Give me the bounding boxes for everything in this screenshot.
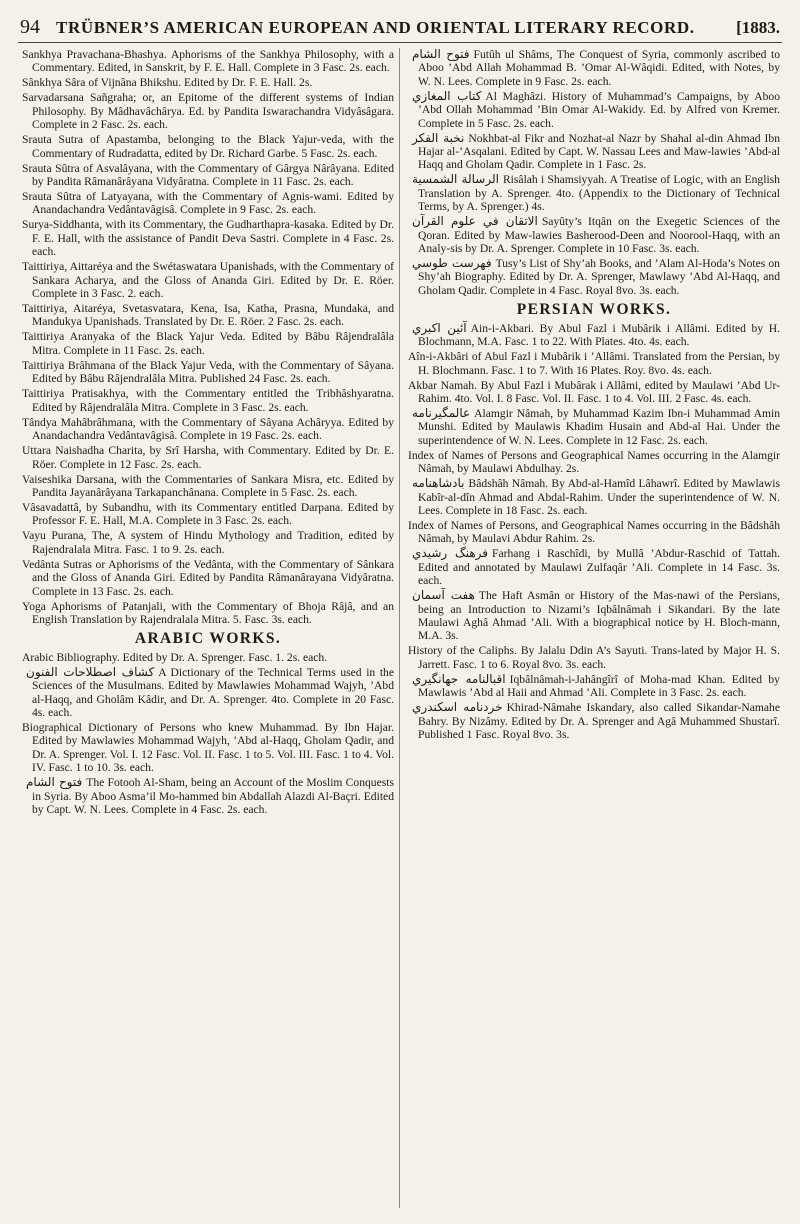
entry-text: The Haft Asmân or History of the Mas-nawi of the Persians, being an Introduction to Nizami’s Iqbâlnâmah i Sikandari. By the late Maulawi Aghâ Ahmad ’Ali. With a biographical notice by H. Bloch-mann, M.A. 3s. xyxy=(418,589,780,643)
catalogue-entry: Vâsavadattâ, by Subandhu, with its Commentary entitled Darpana. Edited by Professor F. E. Hall, M.A. Complete in 3 Fasc. 2s. each. xyxy=(22,500,394,528)
catalogue-entry xyxy=(408,322,780,349)
catalogue-entry xyxy=(408,407,780,447)
catalogue-entry xyxy=(408,132,780,172)
entry-text: Tusy’s List of Shy’ah Books, and ’Alam Al-Hoda’s Notes on Shy’ah Biography. Edited by Dr. A. Sprenger, Mawlawy ’Abd Al-Haqq, and Gholam Qadir. Complete in 4 Fasc. Royal 8vo. 3s. each. xyxy=(418,257,780,297)
entry-text: Sayûty’s Itqân on the Exegetic Sciences of the Qoran. Edited by Maw-lawies Basherood-Deen and Noorool-Haqq, with an Analy-sis by Dr. A. Sprenger. Complete in 10 Fasc. 3s. each. xyxy=(418,215,780,256)
persian-works-heading: PERSIAN WORKS. xyxy=(516,301,672,319)
catalogue-entry xyxy=(408,90,780,130)
catalogue-entry: Taittiriya Pratisakhya, with the Commentary entitled the Tribhâshyaratna. Edited by Râjendralâla Mitra. Complete in 3 Fasc. 2s. each. xyxy=(22,387,394,414)
catalogue-entry: Aîn-i-Akbâri of Abul Fazl i Mubârik i ’Allâmi. Translated from the Persian, by H. Blochmann. Fasc. 1 to 7. With 16 Plates. Roy. 8vo. 4s. each. xyxy=(408,350,780,377)
entry-text: Al Maghâzi. History of Muhammad’s Campaigns, by Aboo ’Abd Ollah Mohammad ’Bin Omar Al-Wakidy. Ed. by Alfred von Kremer. Complete in 5 Fasc. 2s. each. xyxy=(418,89,780,130)
arabic-title: الرسالة الشمسية xyxy=(412,172,499,187)
catalogue-entry: Tândya Mahâbrâhmana, with the Commentary of Sâyana Achâryya. Edited by Anandachandra Vedântavâgisâ. Complete in 19 Fasc. 2s. each. xyxy=(22,415,394,443)
entry-text: Khirad-Nâmahe Iskandary, also called Sikandar-Namahe Bahry. By Nizâmy. Edited by Dr. A. Sprenger and Agâ Muhammed Shustarî. Published 1 Fasc. Royal 8vo. 3s. xyxy=(418,701,780,741)
catalogue-entry: Yoga Aphorisms of Patanjali, with the Commentary of Bhoja Râjâ, and an English Translation by Rajendralala Mitra. 5. Fasc. 3s. each. xyxy=(22,599,394,626)
arabic-title: فهرست طوسي xyxy=(412,256,492,271)
catalogue-entry xyxy=(408,48,780,88)
arabic-title: كشاف اصطلاحات الفنون xyxy=(26,664,155,679)
catalogue-entry: Sankhya Pravachana-Bhashya. Aphorisms of the Sankhya Philosophy, with a Commentary. Edited, in Sanskrit, by F. E. Hall. Complete in 3 Fasc. 2s. each. xyxy=(22,48,394,75)
catalogue-entry: Biographical Dictionary of Persons who knew Muhammad. By Ibn Hajar. Edited by Mawlawies Mohammad Wajyh, ’Abd al-Haqq, Gholam Qadir, and Dr. A. Sprenger. Vol. I. 12 Fasc. Vol. II. Fasc. 1 to 5. Vol. III. Fasc. 1 to 4. Vol. IV. Fasc. 1 to 10. 3s. each. xyxy=(22,720,394,775)
entry-text: Bâdshâh Nâmah. By Abd-al-Hamîd Lâhawrî. Edited by Mawlawis Kabîr-al-dîn Ahmad and Abdal-Rahim. Under the superintendence of W. N. Lees. Complete in 18 Fasc. 2s. each. xyxy=(418,477,780,517)
catalogue-entry: Taittiriya Aranyaka of the Black Yajur Veda. Edited by Bâbu Râjendralâla Mitra. Complete in 11 Fasc. 2s. each. xyxy=(22,330,394,357)
running-year: [1883. xyxy=(736,18,780,37)
running-title: TRÜBNER’S AMERICAN EUROPEAN AND ORIENTAL LITERARY RECORD. xyxy=(56,18,695,37)
column-divider xyxy=(399,48,400,1208)
entry-text: Nokhbat-al Fikr and Nozhat-al Nazr by Shahal al-din Ahmad Ibn Hajar al-’Asqalani. Edited by Capt. W. Nassau Lees and Maw-lawies ’Abd-al Haqq and Gholam Qadir. Complete in 1 Fasc. 2s. xyxy=(418,131,780,172)
entry-text: The Fotooh Al-Sham, being an Account of the Moslim Conquests in Syria. By Aboo Asma’il Mo-hammed bin Abdallah Alazdi Al-Baçri. Edited by Capt. W. N. Lees. Complete in 4 Fasc. 2s. each. xyxy=(32,776,394,816)
catalogue-entry: Surya-Siddhanta, with its Commentary, the Gudharthapra-kasaka. Edited by Dr. F. E. Hall, with the assistance of Pandit Deva Sastri. Complete in 4 Fasc. 2s. each. xyxy=(22,218,394,259)
catalogue-entry xyxy=(408,589,780,643)
catalogue-entry xyxy=(408,477,780,517)
page-number: 94 xyxy=(20,16,40,38)
catalogue-entry: Akbar Namah. By Abul Fazl i Mubârak i Allâmi, edited by Maulawi ’Abd Ur-Rahim. 4to. Vol. I. 8 Fasc. Vol. II. Fasc. 1 to 4. Vol. III. 2 Fasc. 4s. each. xyxy=(408,378,780,405)
catalogue-entry: Sânkhya Sâra of Vijnâna Bhikshu. Edited by Dr. F. E. Hall. 2s. xyxy=(22,76,313,90)
catalogue-entry: Sarvadarsana Sañgraha; or, an Epitome of the different systems of Indian Philosophy. By Mâdhavâchârya. Ed. by Pandita Iswarachandra Vidyâsâgara. Complete in 2 Fasc. 2s. each. xyxy=(22,91,394,132)
catalogue-entry: Srauta Sûtra of Latyayana, with the Commentary of Agnis-wami. Edited by Anandachandra Vedântavâgisâ. Complete in 9 Fasc. 2s. each. xyxy=(22,190,394,217)
persian-title: خردنامه اسكندري xyxy=(412,700,503,715)
catalogue-entry xyxy=(22,776,394,816)
entry-text: A Dictionary of the Technical Terms used in the Sciences of the Musulmans. Edited by Mawlawies Mohammad Wajyh, ’Abd al-Haqq, and Gholâm Kâdir, and Dr. A. Sprenger. 4to. Complete in 20 Fasc. 4s. each. xyxy=(32,665,394,719)
entry-text: Farhang i Raschîdi, by Mullâ ’Abdur-Raschid of Tattah. Edited and annotated by Maulawi Zulfaqâr ’Ali. Complete in 14 Fasc. 3s. each. xyxy=(418,547,780,588)
persian-title: اقبالنامه جهانگيري xyxy=(412,671,506,686)
catalogue-entry xyxy=(408,215,780,255)
catalogue-entry: History of the Caliphs. By Jalalu Ddin A’s Sayuti. Trans-lated by Major H. S. Jarrett. Fasc. 1 to 6. Royal 8vo. 3s. each. xyxy=(408,644,780,671)
persian-title: هفت آسمان xyxy=(412,588,475,603)
catalogue-entry: Vayu Purana, The, A system of Hindu Mythology and Tradition, edited by Rajendralala Mitra. Fasc. 1 to 9. 2s. each. xyxy=(22,529,394,556)
header-rule xyxy=(18,42,782,43)
catalogue-entry xyxy=(408,701,780,741)
catalogue-entry: Index of Names of Persons and Geographical Names occurring in the Alamgir Nâmah, by Maulawi Abdulhay. 2s. xyxy=(408,448,780,476)
entry-text: Risâlah i Shamsiyyah. A Treatise of Logic, with an English Translation by A. Sprenger. 4to. (Appendix to the Dictionary of Technical Terms, by A. Sprenger.) 4s. xyxy=(418,173,780,214)
catalogue-entry: Vedânta Sutras or Aphorisms of the Vedânta, with the Commentary of Sânkara and the Gloss of Ananda Giri. Edited by Pandita Râmanârayana Vidyâratna. Complete in 13 Fasc. 2s. each. xyxy=(22,557,394,598)
arabic-title: الاتقان في علوم القرآن xyxy=(412,214,538,229)
arabic-title: فتوح الشام xyxy=(26,775,83,790)
catalogue-entry: Uttara Naishadha Charita, by Srî Harsha, with Commentary. Edited by Dr. E. Röer. Complete in 12 Fasc. 2s. each. xyxy=(22,444,394,471)
persian-title: آئين اكبري xyxy=(412,320,467,335)
catalogue-entry: Index of Names of Persons, and Geographical Names occurring in the Bâdshâh Nâmah, by Maulavi Abdur Rahim. 2s. xyxy=(408,518,780,546)
catalogue-entry: Taittiriya, Aitaréya, Svetasvatara, Kena, Isa, Katha, Prasna, Mundaka, and Mandukya Upanishads. Translated by Dr. E. Röer. 2 Fasc. 2s. each. xyxy=(22,302,394,329)
arabic-title: نخبة الفكر xyxy=(412,130,465,145)
catalogue-entry xyxy=(408,547,780,587)
arabic-title: كتاب المغازي xyxy=(412,88,482,103)
entry-text: Ain-i-Akbari. By Abul Fazl i Mubârik i Allâmi. Edited by H. Blochmann, M.A. Fasc. 1 to 22. With Plates. 4to. 4s. each. xyxy=(418,321,780,349)
entry-text: Futûh ul Shâms, The Conquest of Syria, commonly ascribed to Aboo ’Abd Allah Mohammad B. ’Omar Al-Wâqidi. Edited, with Notes, by W. N. Lees. Complete in 9 Fasc. 2s. each. xyxy=(418,48,780,88)
catalogue-entry xyxy=(408,173,780,213)
arabic-works-heading: ARABIC WORKS. xyxy=(134,630,282,648)
persian-title: فرهنگ رشيدي xyxy=(412,546,489,561)
catalogue-entry: Arabic Bibliography. Edited by Dr. A. Sprenger. Fasc. 1. 2s. each. xyxy=(22,650,328,664)
catalogue-entry xyxy=(408,673,780,700)
catalogue-entry: Vaiseshika Darsana, with the Commentaries of Sankara Misra, etc. Edited by Pandita Jayanârâyana Tarkapanchânana. Complete in 5 Fasc. 2s. each. xyxy=(22,472,394,499)
entry-text: Iqbâlnâmah-i-Jahângîrî of Moha-mad Khan. Edited by Mawlawis ’Abd al Haii and Ahmad ’Ali. Complete in 3 Fasc. 2s. each. xyxy=(418,672,780,700)
entry-text: Alamgir Nâmah, by Muhammad Kazim Ibn-i Muhammad Amin Munshi. Edited by Maulawis Khadim Husain and Abd-al Hai. Under the superintendence of W. N. Lees. Complete in 12 Fasc. 2s. each. xyxy=(418,406,780,447)
catalogue-entry: Srauta Sutra of Apastamba, belonging to the Black Yajur-veda, with the Commentary of Rudradatta, edited by Dr. Richard Garbe. 5 Fasc. 2s. each. xyxy=(22,133,394,160)
persian-title: بادشاهنامه xyxy=(412,476,465,491)
persian-title: عالمگيرنامه xyxy=(412,405,471,420)
page-header xyxy=(0,14,800,44)
right-column xyxy=(408,48,780,1216)
arabic-title: فتوح الشام xyxy=(412,48,470,61)
catalogue-entry: Taittiriya, Aittaréya and the Swétaswatara Upanishads, with the Commentary of Sankara Acharya, and the Gloss of Ananda Giri. Edited by Dr. E. Röer. Complete in 3 Fasc. 2. each. xyxy=(22,260,394,301)
left-column xyxy=(22,48,394,1216)
catalogue-entry: Srauta Sûtra of Asvalâyana, with the Commentary of Gârgya Nârâyana. Edited by Pandita Râmanârâyana Vidyâratna. Complete in 11 Fasc. 2s. each. xyxy=(22,161,394,189)
catalogue-entry: Taittiriya Brâhmana of the Black Yajur Veda, with the Commentary of Sâyana. Edited by Bâbu Râjendralâla Mitra. Published 24 Fasc. 2s. each. xyxy=(22,358,394,386)
catalogue-entry xyxy=(22,666,394,720)
catalogue-entry xyxy=(408,257,780,297)
